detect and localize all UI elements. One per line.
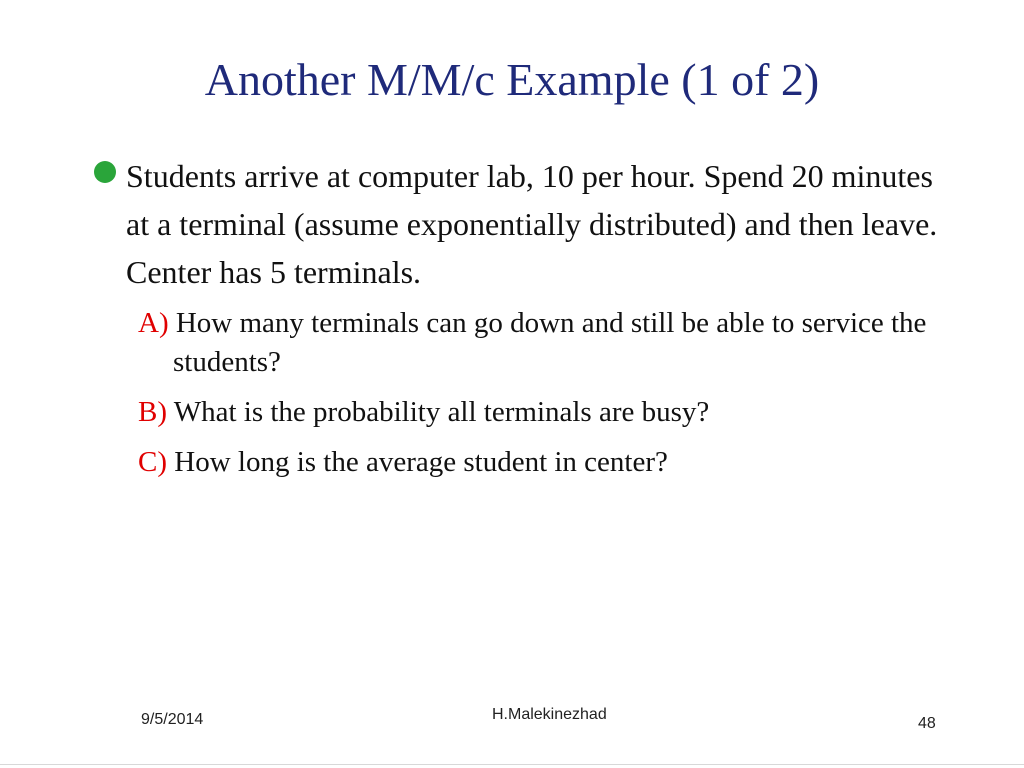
footer-date: 9/5/2014: [141, 711, 204, 728]
question-b: [138, 393, 963, 432]
question-b-letter: B): [138, 396, 167, 428]
bottom-divider: [0, 764, 1024, 765]
question-b-text: What is the probability all terminals are busy?: [173, 396, 710, 428]
question-list: [138, 304, 974, 482]
question-a-text: How many terminals can go down and still be able to service the students?: [173, 307, 927, 378]
question-c-text: How long is the average student in center?: [174, 446, 668, 478]
slide-title: Another M/M/c Example (1 of 2): [204, 54, 820, 105]
footer-author: H.Malekinezhad: [492, 706, 607, 723]
bullet-item: [94, 152, 974, 296]
bullet-dot-icon: [94, 161, 116, 183]
question-c: [138, 443, 963, 482]
question-a: [138, 304, 963, 382]
question-a-letter: A): [138, 307, 169, 339]
slide-body: [94, 152, 974, 493]
bullet-text: Students arrive at computer lab, 10 per hour. Spend 20 minutes at a terminal (assume exponentially distributed) and then leave. Center has 5 terminals.: [126, 158, 938, 290]
question-c-letter: C): [138, 446, 167, 478]
page-number: 48: [918, 715, 936, 732]
